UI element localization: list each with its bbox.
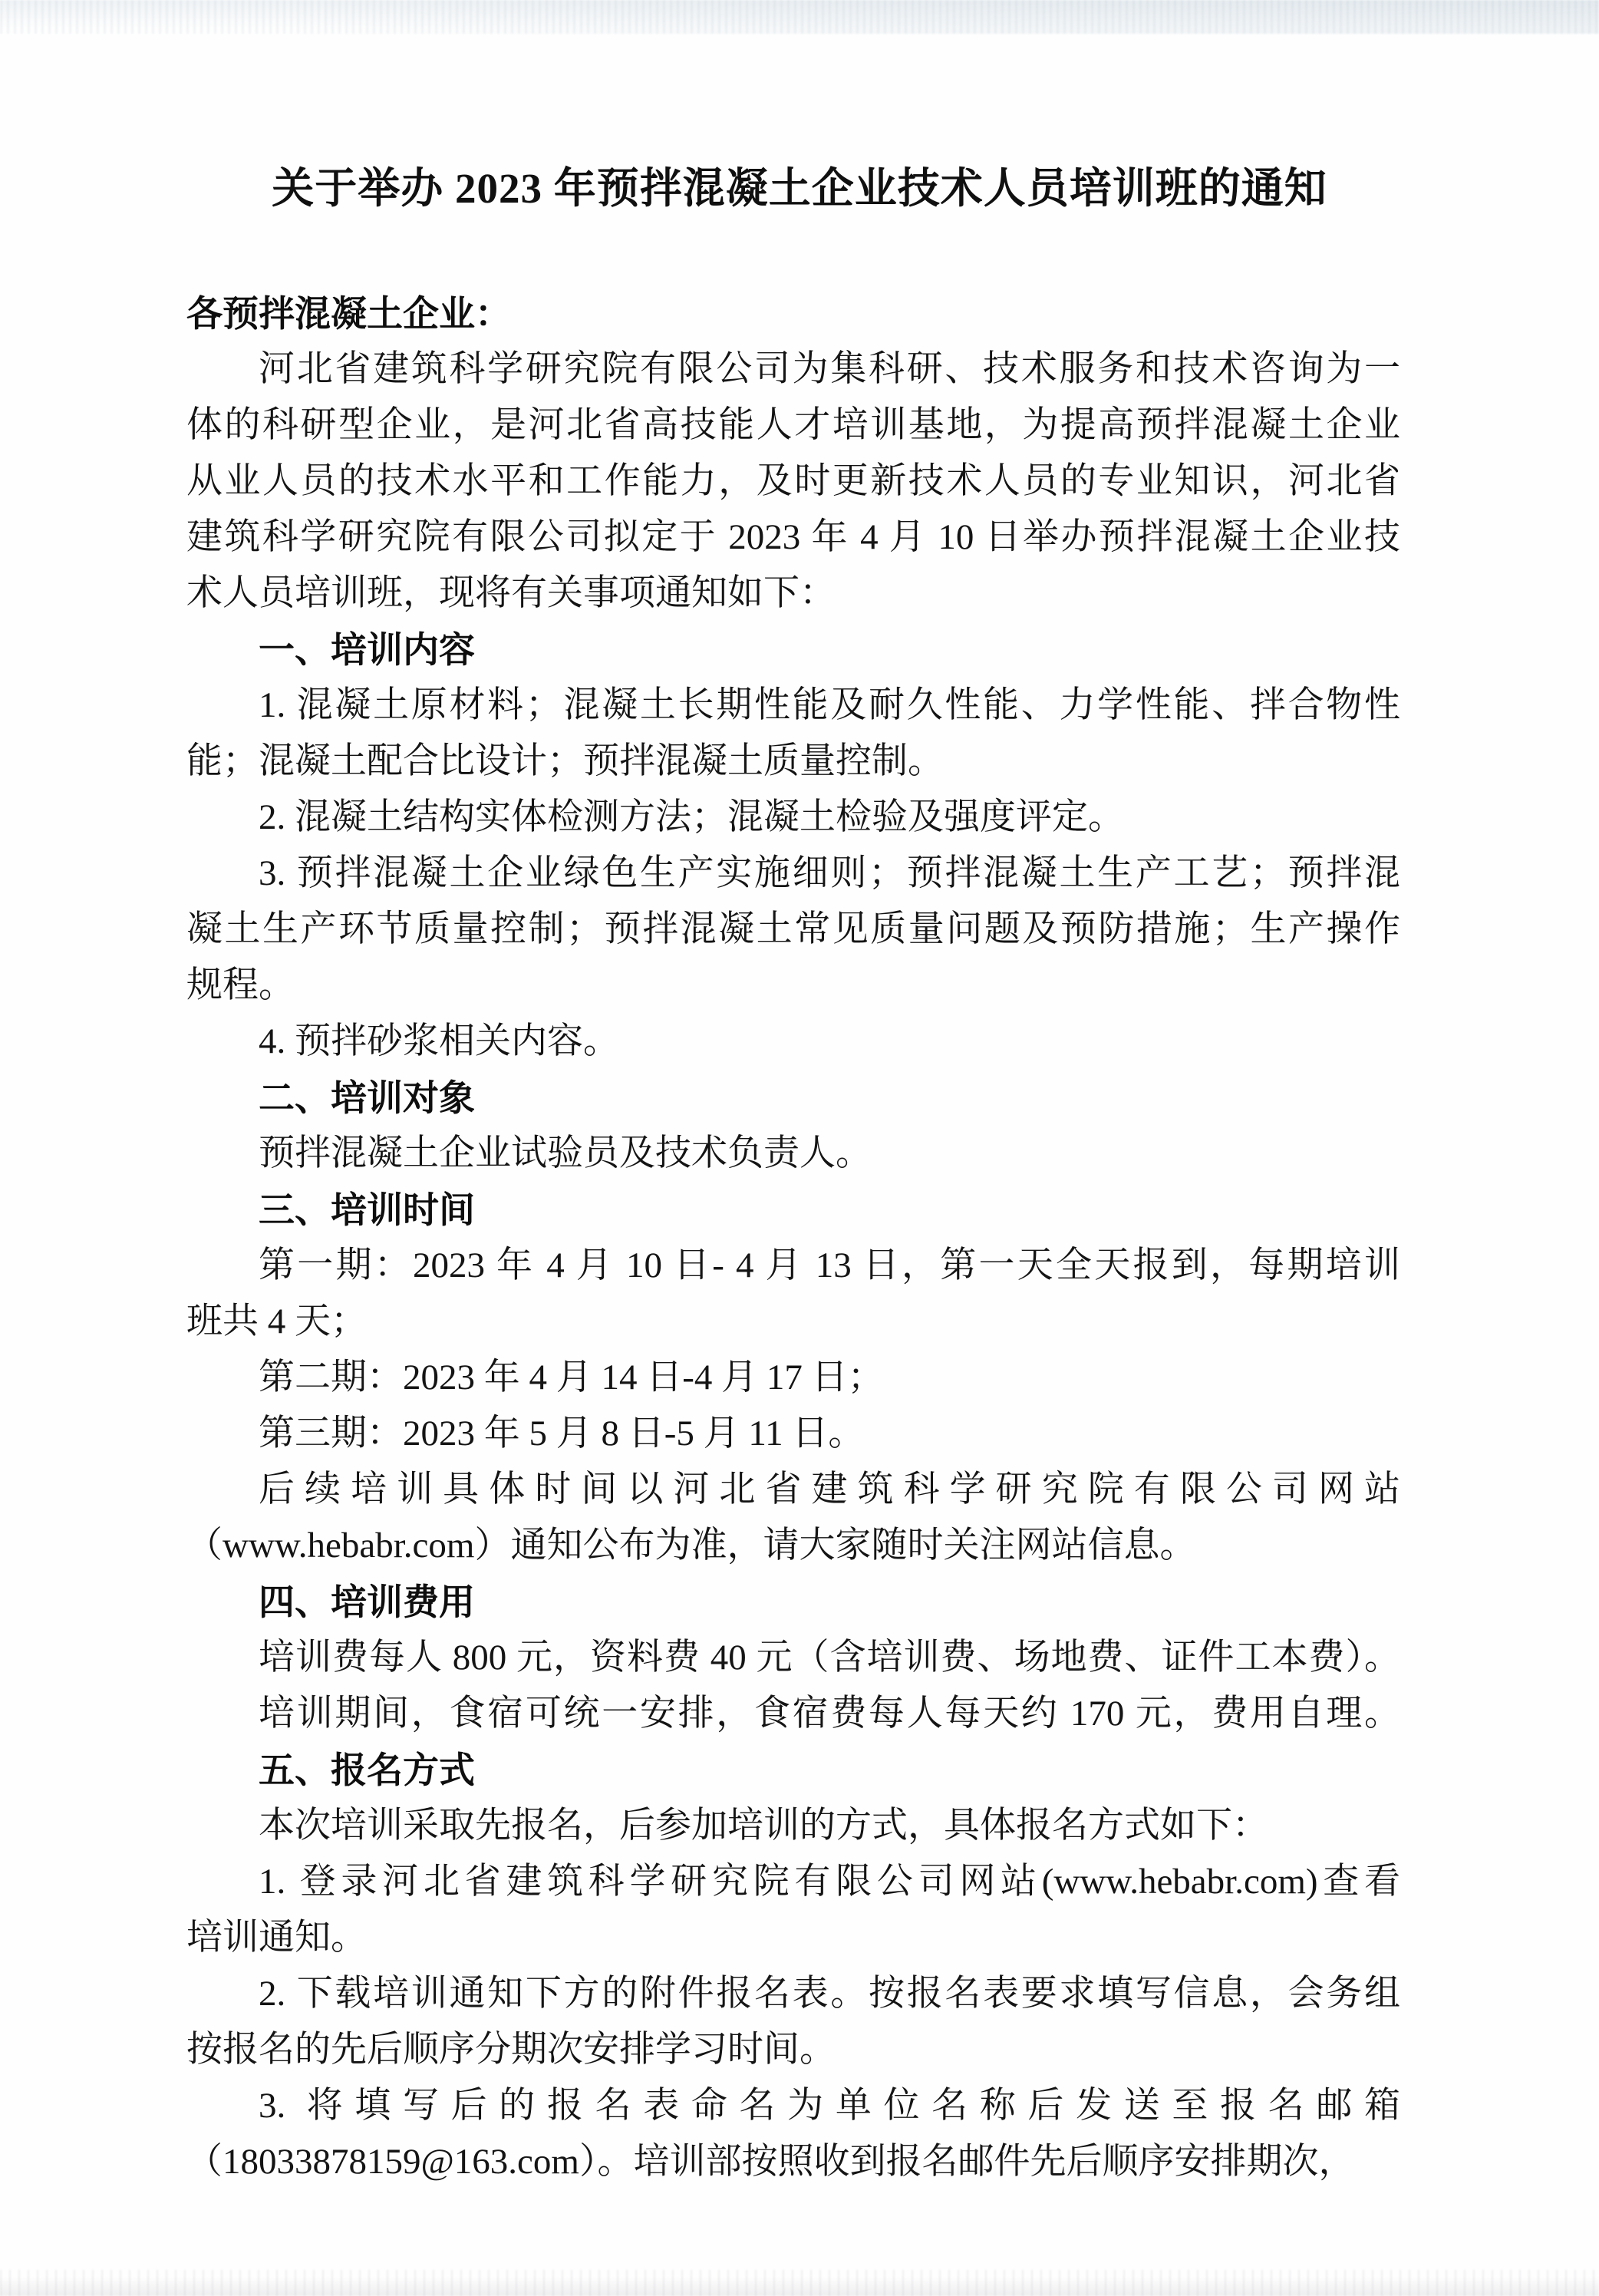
notice-title: 关于举办 2023 年预拌混凝土企业技术人员培训班的通知 — [272, 165, 1327, 212]
section-heading-training-content: 一、培训内容 — [259, 629, 475, 670]
training-content-item-line: 能；混凝土配合比设计；预拌混凝土质量控制。 — [186, 741, 944, 781]
notice-body — [186, 285, 1400, 2190]
salutation: 各预拌混凝土企业： — [186, 293, 511, 334]
training-time-line: 第二期：2023 年 4 月 14 日-4 月 17 日； — [259, 1357, 884, 1397]
section-heading-training-fee: 四、培训费用 — [259, 1582, 475, 1622]
training-fee-line: 培训费每人 800 元，资料费 40 元（含培训费、场地费、证件工本费）。 — [259, 1638, 1400, 1677]
registration-method-line: （18033878159@163.com）。培训部按照收到报名邮件先后顺序安排期次， — [186, 2142, 1355, 2182]
training-audience-line: 预拌混凝土企业试验员及技术负责人。 — [259, 1133, 872, 1173]
registration-method-line: 1. 登录河北省建筑科学研究院有限公司网站(www.hebabr.com)查看 — [259, 1862, 1400, 1902]
section-heading-training-audience: 二、培训对象 — [259, 1077, 475, 1118]
training-content-item-line: 3. 预拌混凝土企业绿色生产实施细则；预拌混凝土生产工艺；预拌混 — [259, 853, 1400, 893]
registration-method-line: 按报名的先后顺序分期次安排学习时间。 — [186, 2030, 836, 2070]
section-heading-registration-method: 五、报名方式 — [259, 1750, 475, 1790]
intro-paragraph-line: 河北省建筑科学研究院有限公司为集科研、技术服务和技术咨询为一 — [259, 349, 1400, 389]
training-time-line: 第三期：2023 年 5 月 8 日-5 月 11 日。 — [259, 1414, 865, 1453]
training-content-item-line: 4. 预拌砂浆相关内容。 — [259, 1021, 619, 1061]
training-fee-line: 培训期间，食宿可统一安排，食宿费每人每天约 170 元，费用自理。 — [259, 1694, 1400, 1734]
training-content-item-line: 规程。 — [186, 965, 295, 1005]
training-time-line: 班共 4 天； — [186, 1301, 367, 1341]
training-content-item-line: 凝土生产环节质量控制；预拌混凝土常见质量问题及预防措施；生产操作 — [186, 909, 1400, 949]
scan-artifact-bottom — [0, 2270, 1599, 2296]
training-content-item-line: 2. 混凝土结构实体检测方法；混凝土检验及强度评定。 — [259, 797, 1124, 837]
intro-paragraph-line: 术人员培训班，现将有关事项通知如下： — [186, 573, 836, 613]
training-time-line: 第一期：2023 年 4 月 10 日- 4 月 13 日，第一天全天报到，每期培训 — [259, 1245, 1400, 1285]
training-time-line: （www.hebabr.com）通知公布为准，请大家随时关注网站信息。 — [186, 1526, 1196, 1565]
intro-paragraph-line: 从业人员的技术水平和工作能力，及时更新技术人员的专业知识，河北省 — [186, 461, 1400, 501]
registration-method-line: 培训通知。 — [186, 1918, 367, 1958]
registration-method-line: 本次培训采取先报名，后参加培训的方式，具体报名方式如下： — [259, 1806, 1268, 1846]
registration-method-line: 2. 下载培训通知下方的附件报名表。按报名表要求填写信息，会务组 — [259, 1974, 1400, 2014]
intro-paragraph-line: 建筑科学研究院有限公司拟定于 2023 年 4 月 10 日举办预拌混凝土企业技 — [186, 517, 1400, 557]
training-content-item-line: 1. 混凝土原材料；混凝土长期性能及耐久性能、力学性能、拌合物性 — [259, 685, 1400, 725]
section-heading-training-time: 三、培训时间 — [259, 1189, 475, 1230]
intro-paragraph-line: 体的科研型企业，是河北省高技能人才培训基地，为提高预拌混凝土企业 — [186, 405, 1400, 445]
registration-method-line: 3. 将填写后的报名表命名为单位名称后发送至报名邮箱 — [259, 2086, 1400, 2126]
training-time-line: 后续培训具体时间以河北省建筑科学研究院有限公司网站 — [259, 1470, 1400, 1509]
